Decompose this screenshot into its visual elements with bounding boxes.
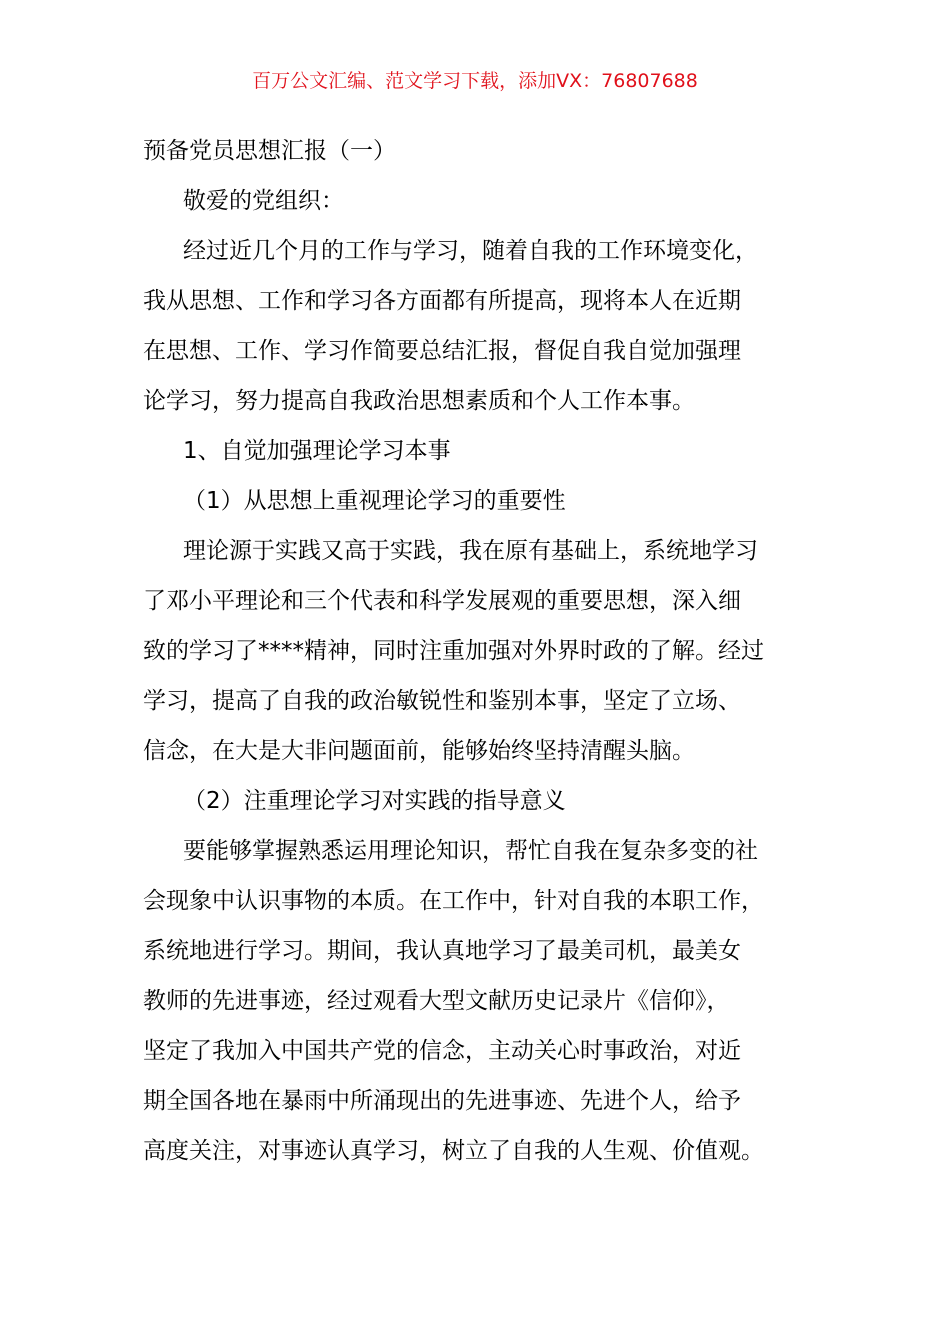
paragraph-line: 系统地进行学习。期间，我认真地学习了最美司机，最美女 [143,938,741,964]
paragraph-line: 致的学习了****精神，同时注重加强对外界时政的了解。经过 [143,638,764,664]
subsection-heading: （1）从思想上重视理论学习的重要性 [183,488,566,514]
paragraph-line: 教师的先进事迹，经过观看大型文献历史记录片《信仰》， [143,988,730,1014]
paragraph-line: 高度关注，对事迹认真学习，树立了自我的人生观、价值观。 [143,1138,764,1164]
paragraph-line: 期全国各地在暴雨中所涌现出的先进事迹、先进个人，给予 [143,1088,741,1114]
paragraph-line: 经过近几个月的工作与学习，随着自我的工作环境变化， [183,238,758,264]
paragraph-line: 信念，在大是大非问题面前，能够始终坚持清醒头脑。 [143,738,695,764]
paragraph-line: 会现象中认识事物的本质。在工作中，针对自我的本职工作， [143,888,764,914]
paragraph-line: 我从思想、工作和学习各方面都有所提高，现将本人在近期 [143,288,741,314]
section-heading: 1、自觉加强理论学习本事 [183,438,451,464]
paragraph-line: 论学习，努力提高自我政治思想素质和个人工作本事。 [143,388,695,414]
paragraph-line: 在思想、工作、学习作简要总结汇报，督促自我自觉加强理 [143,338,741,364]
paragraph-line: 要能够掌握熟悉运用理论知识，帮忙自我在复杂多变的社 [183,838,758,864]
header-banner: 百万公文汇编、范文学习下载，添加VX：76807688 [252,70,698,92]
paragraph-line: 了邓小平理论和三个代表和科学发展观的重要思想，深入细 [143,588,741,614]
salutation: 敬爱的党组织： [183,188,344,214]
paragraph-line: 学习，提高了自我的政治敏锐性和鉴别本事，坚定了立场、 [143,688,741,714]
paragraph-line: 坚定了我加入中国共产党的信念，主动关心时事政治，对近 [143,1038,741,1064]
document-title: 预备党员思想汇报（一） [143,138,396,164]
subsection-heading: （2）注重理论学习对实践的指导意义 [183,788,566,814]
paragraph-line: 理论源于实践又高于实践，我在原有基础上，系统地学习 [183,538,758,564]
